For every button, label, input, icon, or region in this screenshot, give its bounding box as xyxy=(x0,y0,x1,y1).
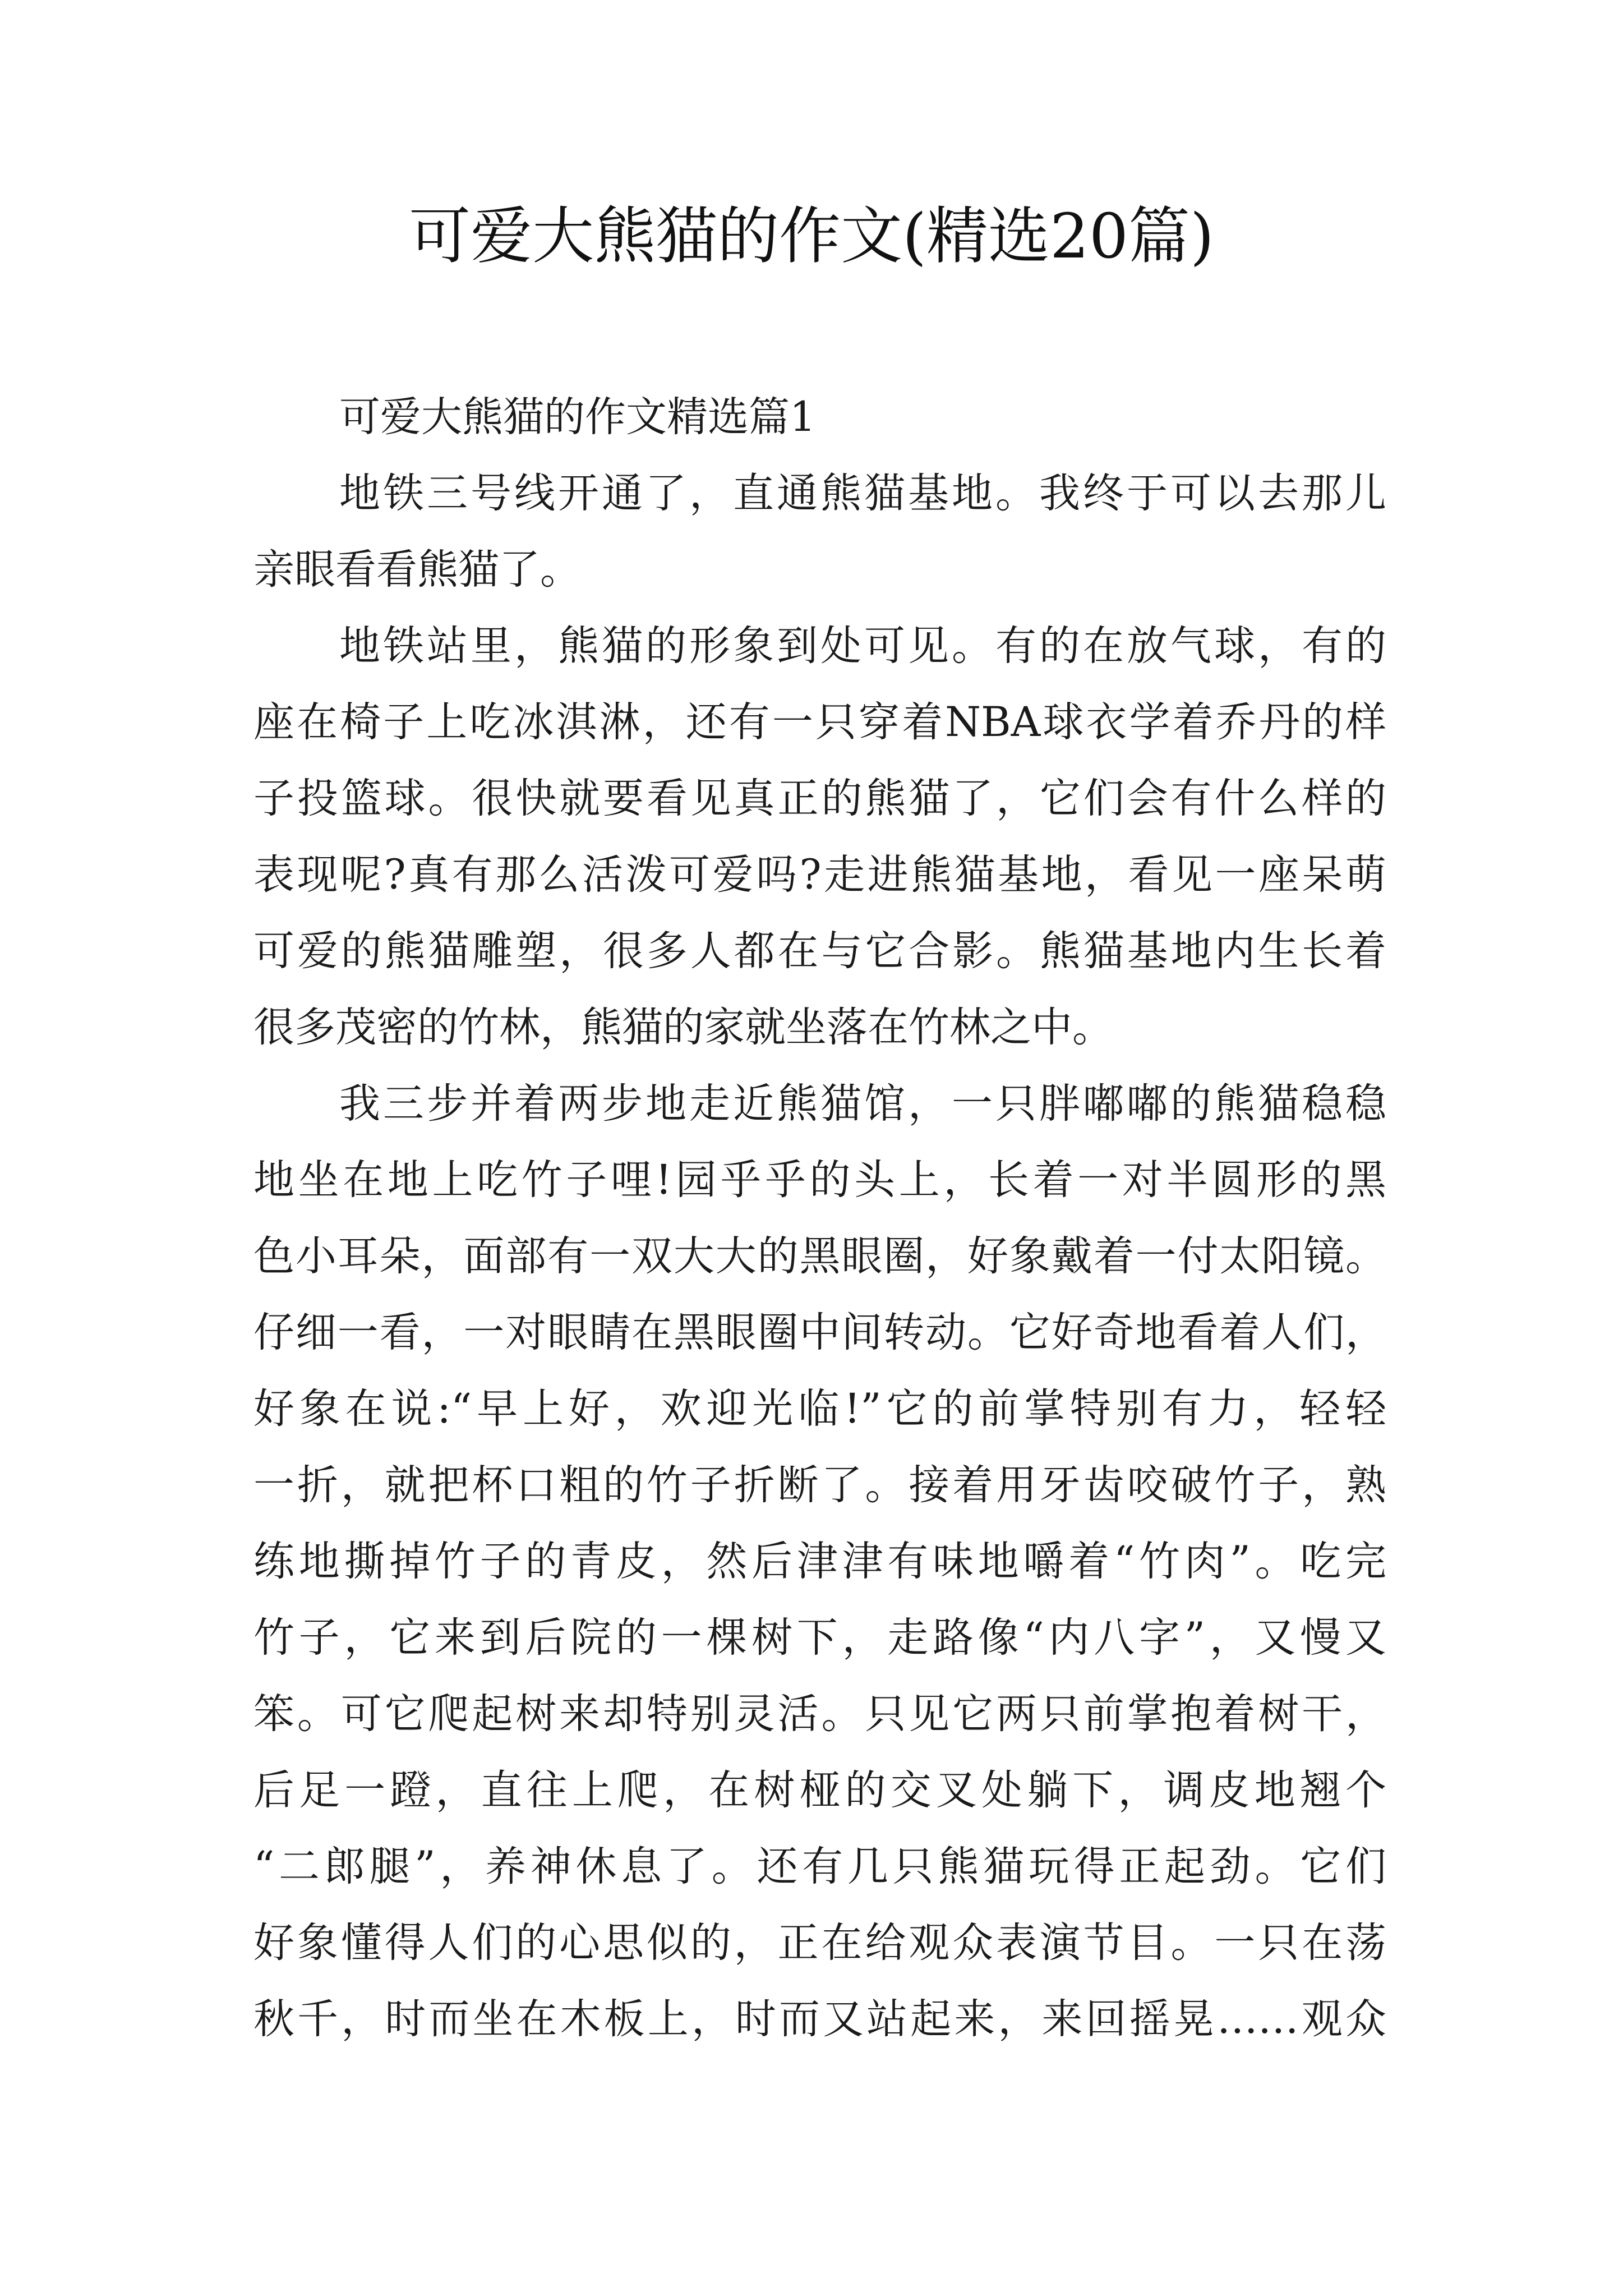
paragraph-line: 好象懂得人们的心思似的，正在给观众表演节目。一只在荡 xyxy=(253,1919,1386,1967)
paragraph-line: 后足一蹬，直往上爬，在树桠的交叉处躺下，调皮地翘个 xyxy=(253,1766,1386,1814)
paragraph-line: “二郎腿”，养神休息了。还有几只熊猫玩得正起劲。它们 xyxy=(253,1843,1386,1890)
paragraph-line: 表现呢?真有那么活泼可爱吗?走进熊猫基地，看见一座呆萌 xyxy=(253,851,1386,899)
paragraph-line: 好象在说:“早上好，欢迎光临!”它的前掌特别有力，轻轻 xyxy=(253,1385,1386,1433)
paragraph-line: 一折，就把杯口粗的竹子折断了。接着用牙齿咬破竹子，熟 xyxy=(253,1461,1386,1509)
paragraph-line: 练地撕掉竹子的青皮，然后津津有味地嚼着“竹肉”。吃完 xyxy=(253,1538,1386,1585)
paragraph-line: 竹子，它来到后院的一棵树下，走路像“内八字”，又慢又 xyxy=(253,1614,1386,1662)
paragraph xyxy=(253,1066,1386,2058)
paragraph-line: 仔细一看，一对眼睛在黑眼圈中间转动。它好奇地看着人们， xyxy=(253,1309,1386,1356)
paragraph xyxy=(253,608,1386,1066)
section-heading: 可爱大熊猫的作文精选篇1 xyxy=(339,393,816,441)
paragraph-line: 色小耳朵，面部有一双大大的黑眼圈，好象戴着一付太阳镜。 xyxy=(253,1232,1386,1280)
paragraph-line: 很多茂密的竹林，熊猫的家就坐落在竹林之中。 xyxy=(253,1004,1113,1051)
paragraph-line: 地铁站里，熊猫的形象到处可见。有的在放气球，有的 xyxy=(339,622,1386,670)
document-title: 可爱大熊猫的作文(精选20篇) xyxy=(409,200,1214,272)
paragraph-line: 座在椅子上吃冰淇淋，还有一只穿着NBA球衣学着乔丹的样 xyxy=(253,698,1386,746)
paragraph-line: 可爱的熊猫雕塑，很多人都在与它合影。熊猫基地内生长着 xyxy=(253,927,1386,975)
paragraph-line: 地坐在地上吃竹子哩!园乎乎的头上，长着一对半圆形的黑 xyxy=(253,1156,1386,1204)
paragraph-line: 亲眼看看熊猫了。 xyxy=(253,546,581,593)
paragraph-line: 笨。可它爬起树来却特别灵活。只见它两只前掌抱着树干， xyxy=(253,1690,1386,1738)
paragraph-line: 子投篮球。很快就要看见真正的熊猫了，它们会有什么样的 xyxy=(253,775,1386,822)
paragraph-line: 我三步并着两步地走近熊猫馆，一只胖嘟嘟的熊猫稳稳 xyxy=(339,1080,1386,1128)
document-body xyxy=(253,379,1386,2058)
paragraph-line: 地铁三号线开通了，直通熊猫基地。我终于可以去那儿 xyxy=(339,470,1386,517)
paragraph xyxy=(253,455,1386,608)
paragraph-line: 秋千，时而坐在木板上，时而又站起来，来回摇晃……观众 xyxy=(253,1995,1386,2043)
